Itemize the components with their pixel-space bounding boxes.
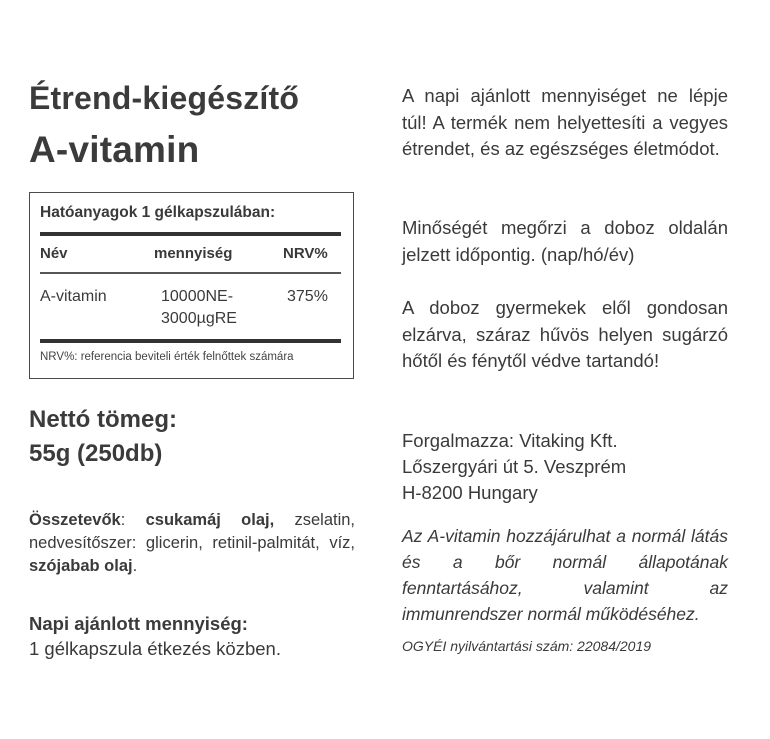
table-footnote: NRV%: referencia beviteli érték felnőttek számára <box>40 351 294 363</box>
distributor-line-1: Forgalmazza: Vitaking Kft. <box>402 430 618 451</box>
ingredients-label: Összetevők <box>29 511 121 529</box>
net-weight-label: Nettó tömeg: <box>29 406 177 433</box>
column-header-name: Név <box>40 245 68 262</box>
table-cell-amount-line2: 3000µgRE <box>161 310 237 327</box>
net-weight-value: 55g (250db) <box>29 440 163 467</box>
product-name-title: A-vitamin <box>29 129 200 170</box>
divider <box>40 232 341 236</box>
table-cell-nrv: 375% <box>287 288 328 305</box>
table-cell-name: A-vitamin <box>40 288 107 305</box>
column-header-nrv: NRV% <box>283 245 328 262</box>
daily-dose-value: 1 gélkapszula étkezés közben. <box>29 638 281 659</box>
product-category-title: Étrend-kiegészítő <box>29 80 300 116</box>
daily-dose-label: Napi ajánlott mennyiség: <box>29 613 248 634</box>
table-cell-amount-line1: 10000NE- <box>161 288 234 305</box>
health-claim: Az A-vitamin hozzájárulhat a normál látás és a bőr normál állapotának fenntartásához, valamint az immunrendszer normál működéséhez. <box>402 526 728 624</box>
table-title: Hatóanyagok 1 gélkapszulában: <box>40 204 276 221</box>
divider <box>40 272 341 274</box>
ingredients-paragraph: Összetevők: csukamáj olaj, zselatin, nedvesítőszer: glicerin, retinil-palmitát, víz, szójabab olaj. <box>29 511 356 575</box>
divider <box>40 339 341 343</box>
dosage-warning: A napi ajánlott mennyiséget ne lépje túl! A termék nem helyettesíti a vegyes étrendet, és az egészséges életmódot. <box>402 85 728 159</box>
registration-number: OGYÉI nyilvántartási szám: 22084/2019 <box>402 638 652 654</box>
ingredient-allergen: csukamáj olaj, <box>145 511 275 529</box>
distributor-line-3: H-8200 Hungary <box>402 482 538 503</box>
distributor-line-2: Lőszergyári út 5. Veszprém <box>402 456 627 477</box>
best-before-note: Minőségét megőrzi a doboz oldalán jelzett időpontig. (nap/hó/év) <box>402 217 728 265</box>
storage-instructions: A doboz gyermekek elől gondosan elzárva, száraz hűvös helyen sugárzó hőtől és fénytől védve tartandó! <box>402 297 728 371</box>
ingredient-allergen: szójabab olaj <box>29 557 133 575</box>
column-header-amount: mennyiség <box>154 245 233 262</box>
